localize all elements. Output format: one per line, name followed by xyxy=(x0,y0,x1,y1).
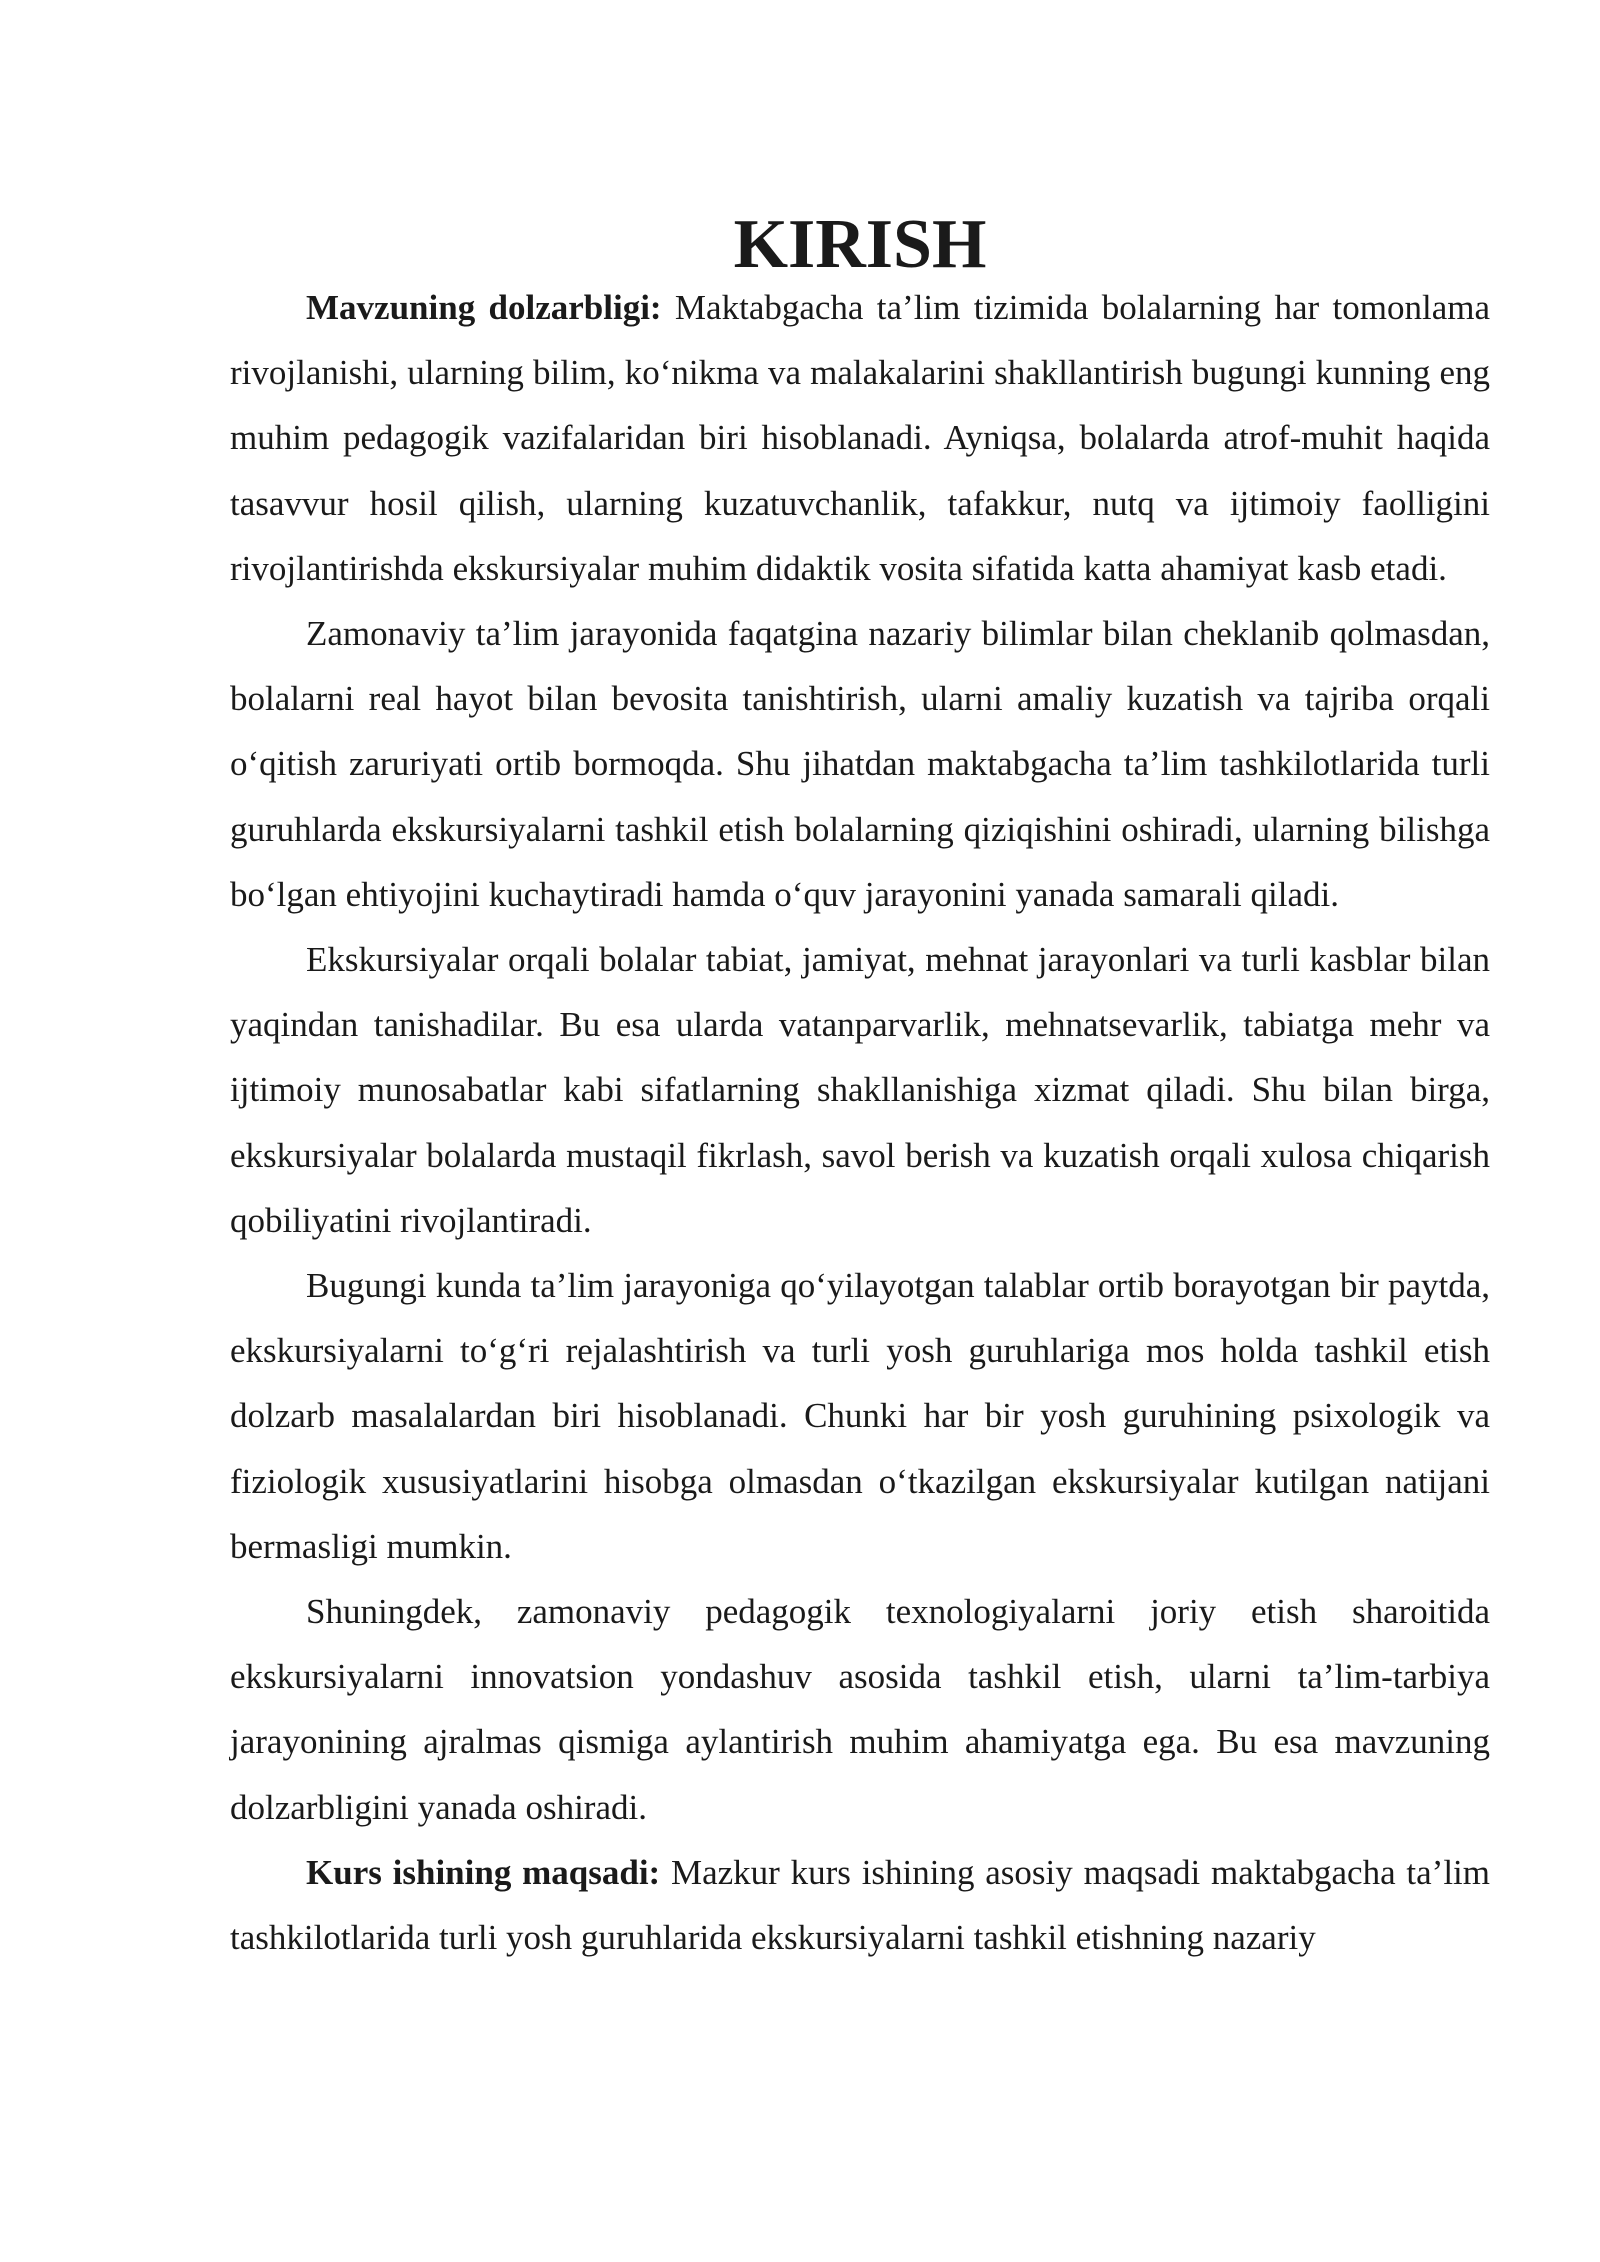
paragraph-lead: Mavzuning dolzarbligi: xyxy=(306,288,662,327)
paragraph-text: Bugungi kunda ta’lim jarayoniga qo‘yilayotgan talablar ortib borayotgan bir paytda, ekskursiyalarni to‘g‘ri rejalashtirish va turli yosh guruhlariga mos holda tashkil etish dolzarb masalalardan biri hisoblanadi. Chunki har bir yosh guruhining psixologik va fiziologik xususiyatlarini hisobga olmasdan o‘tkazilgan ekskursiyalar kutilgan natijani bermasligi mumkin. xyxy=(230,1266,1490,1566)
paragraph xyxy=(230,601,1490,927)
document-page xyxy=(230,206,1490,1970)
paragraph-text: Mazkur kurs ishining asosiy maqsadi maktabgacha ta’lim tashkilotlarida turli yosh guruhlarida ekskursiyalarni tashkil etishning nazariy xyxy=(230,1852,1490,1958)
paragraph xyxy=(230,1579,1490,1840)
paragraph xyxy=(230,1253,1490,1579)
page-title: KIRISH xyxy=(733,206,987,283)
paragraph-text: Ekskursiyalar orqali bolalar tabiat, jamiyat, mehnat jarayonlari va turli kasblar bilan yaqindan tanishadilar. Bu esa ularda vatanparvarlik, mehnatsevarlik, tabiatga mehr va ijtimoiy munosabatlar kabi sifatlarning shakllanishiga xizmat qiladi. Shu bilan birga, ekskursiyalar bolalarda mustaqil fikrlash, savol berish va kuzatish orqali xulosa chiqarish qobiliyatini rivojlantiradi. xyxy=(230,940,1490,1240)
paragraph-goal xyxy=(230,1840,1490,1970)
paragraph xyxy=(230,927,1490,1253)
paragraph-relevance xyxy=(230,275,1490,601)
paragraph-text: Zamonaviy ta’lim jarayonida faqatgina nazariy bilimlar bilan cheklanib qolmasdan, bolalarni real hayot bilan bevosita tanishtirish, ularni amaliy kuzatish va tajriba orqali o‘qitish zaruriyati ortib bormoqda. Shu jihatdan maktabgacha ta’lim tashkilotlarida turli guruhlarda ekskursiyalarni tashkil etish bolalarning qiziqishini oshiradi, ularning bilishga bo‘lgan ehtiyojini kuchaytiradi hamda o‘quv jarayonini yanada samarali qiladi. xyxy=(230,614,1490,914)
paragraph-text: Shuningdek, zamonaviy pedagogik texnologiyalarni joriy etish sharoitida ekskursiyalarni innovatsion yondashuv asosida tashkil etish, ularni ta’lim-tarbiya jarayonining ajralmas qismiga aylantirish muhim ahamiyatga ega. Bu esa mavzuning dolzarbligini yanada oshiradi. xyxy=(230,1592,1490,1827)
paragraph-lead: Kurs ishining maqsadi: xyxy=(306,1852,661,1892)
paragraph-text: Maktabgacha ta’lim tizimida bolalarning har tomonlama rivojlanishi, ularning bilim, ko‘nikma va malakalarini shakllantirish bugungi kunning eng muhim pedagogik vazifalaridan biri hisoblanadi. Ayniqsa, bolalarda atrof-muhit haqida tasavvur hosil qilish, ularning kuzatuvchanlik, tafakkur, nutq va ijtimoiy faolligini rivojlantirishda ekskursiyalar muhim didaktik vosita sifatida katta ahamiyat kasb etadi. xyxy=(230,288,1490,588)
